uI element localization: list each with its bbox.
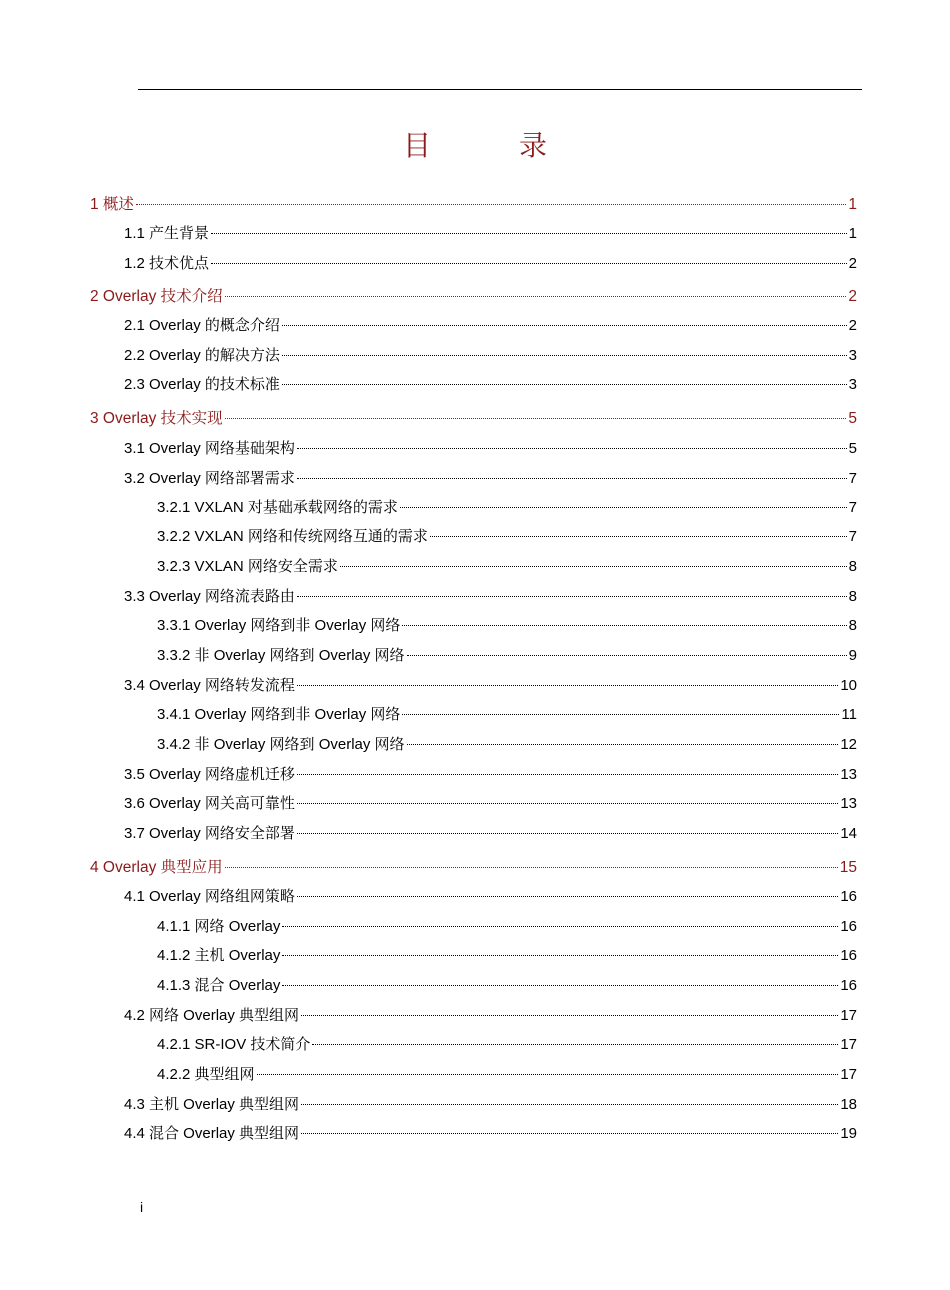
toc-entry-page-number: 16 [840,947,857,964]
toc-entry-level-1[interactable] [90,195,857,215]
toc-dot-leader [282,985,838,986]
toc-entry-label: 4.2.1 SR-IOV 技术简介 [157,1036,311,1053]
toc-dot-leader [402,625,846,626]
toc-entry-label: 3 Overlay 技术实现 [90,410,223,427]
toc-dot-leader [282,955,838,956]
toc-dot-leader [402,714,839,715]
toc-entry-label: 1.2 技术优点 [124,255,210,272]
toc-entry-page-number: 8 [848,588,857,605]
toc-entry-level-1[interactable] [90,287,857,307]
toc-entry-level-2[interactable] [124,469,857,489]
toc-entry-page-number: 9 [848,647,857,664]
toc-entry-level-2[interactable] [124,224,857,244]
toc-entry-page-number: 14 [840,825,857,842]
toc-dot-leader [257,1074,839,1075]
toc-entry-level-3[interactable] [157,527,857,547]
toc-entry-level-3[interactable] [157,557,857,577]
toc-entry-level-3[interactable] [157,1065,857,1085]
toc-entry-page-number: 11 [841,706,857,723]
toc-entry-page-number: 15 [839,859,857,876]
toc-entry-level-3[interactable] [157,705,857,725]
toc-entry-page-number: 3 [848,376,857,393]
toc-dot-leader [297,448,847,449]
toc-entry-label: 4.2 网络 Overlay 典型组网 [124,1007,300,1024]
toc-entry-page-number: 7 [848,499,857,516]
toc-entry-level-2[interactable] [124,316,857,336]
toc-dot-leader [211,233,847,234]
toc-dot-leader [282,384,847,385]
toc-entry-page-number: 7 [848,528,857,545]
toc-entry-level-2[interactable] [124,1006,857,1026]
toc-entry-level-2[interactable] [124,439,857,459]
toc-entry-level-3[interactable] [157,1035,857,1055]
toc-entry-level-1[interactable] [90,409,857,429]
toc-entry-label: 3.1 Overlay 网络基础架构 [124,440,295,457]
toc-dot-leader [407,744,839,745]
toc-entry-level-3[interactable] [157,917,857,937]
toc-dot-leader [211,263,847,264]
toc-dot-leader [225,867,838,868]
toc-entry-label: 2 Overlay 技术介绍 [90,288,223,305]
toc-entry-label: 3.2.2 VXLAN 网络和传统网络互通的需求 [157,528,428,545]
toc-dot-leader [282,325,847,326]
toc-dot-leader [297,774,838,775]
toc-dot-leader [297,685,838,686]
toc-entry-page-number: 18 [840,1096,857,1113]
toc-entry-level-3[interactable] [157,976,857,996]
toc-entry-label: 3.2 Overlay 网络部署需求 [124,470,295,487]
toc-entry-label: 3.4.2 非 Overlay 网络到 Overlay 网络 [157,736,405,753]
toc-entry-page-number: 1 [848,196,857,213]
header-rule [138,89,862,90]
toc-entry-label: 3.3.2 非 Overlay 网络到 Overlay 网络 [157,647,405,664]
toc-entry-label: 4.1.3 混合 Overlay [157,977,281,994]
toc-entry-page-number: 13 [840,766,857,783]
toc-dot-leader [407,655,847,656]
footer-page-number: i [140,1199,144,1215]
toc-entry-label: 2.3 Overlay 的技术标准 [124,376,280,393]
toc-entry-level-2[interactable] [124,1095,857,1115]
toc-entry-level-2[interactable] [124,794,857,814]
toc-entry-label: 4.3 主机 Overlay 典型组网 [124,1096,300,1113]
toc-entry-level-2[interactable] [124,887,857,907]
toc-entry-level-2[interactable] [124,1124,857,1144]
toc-dot-leader [297,833,838,834]
toc-entry-level-2[interactable] [124,375,857,395]
toc-entry-page-number: 2 [848,255,857,272]
toc-dot-leader [301,1104,838,1105]
toc-entry-label: 4.4 混合 Overlay 典型组网 [124,1125,300,1142]
toc-dot-leader [301,1015,838,1016]
toc-entry-page-number: 7 [848,470,857,487]
toc-entry-page-number: 17 [840,1066,857,1083]
toc-entry-label: 4 Overlay 典型应用 [90,859,223,876]
toc-dot-leader [136,204,846,205]
toc-entry-page-number: 2 [848,317,857,334]
toc-entry-label: 3.7 Overlay 网络安全部署 [124,825,295,842]
toc-dot-leader [400,507,847,508]
toc-entry-page-number: 19 [840,1125,857,1142]
toc-entry-page-number: 13 [840,795,857,812]
toc-entry-label: 3.4 Overlay 网络转发流程 [124,677,295,694]
toc-dot-leader [301,1133,838,1134]
toc-entry-page-number: 5 [848,410,857,427]
toc-entry-level-2[interactable] [124,676,857,696]
toc-entry-label: 2.2 Overlay 的解决方法 [124,347,280,364]
toc-entry-label: 4.1.2 主机 Overlay [157,947,281,964]
toc-entry-level-3[interactable] [157,735,857,755]
toc-entry-label: 3.4.1 Overlay 网络到非 Overlay 网络 [157,706,401,723]
toc-entry-label: 4.1.1 网络 Overlay [157,918,281,935]
toc-entry-level-3[interactable] [157,498,857,518]
toc-dot-leader [297,596,847,597]
toc-dot-leader [225,418,847,419]
toc-entry-page-number: 16 [840,977,857,994]
toc-entry-label: 3.2.1 VXLAN 对基础承载网络的需求 [157,499,398,516]
toc-entry-label: 1 概述 [90,196,134,213]
toc-entry-level-3[interactable] [157,946,857,966]
toc-entry-level-1[interactable] [90,858,857,878]
toc-entry-page-number: 3 [848,347,857,364]
toc-dot-leader [297,803,838,804]
toc-entry-page-number: 17 [840,1007,857,1024]
toc-entry-page-number: 16 [840,888,857,905]
toc-entry-page-number: 17 [840,1036,857,1053]
toc-entry-page-number: 2 [848,288,857,305]
toc-entry-label: 4.2.2 典型组网 [157,1066,255,1083]
toc-dot-leader [297,896,838,897]
toc-dot-leader [430,536,847,537]
toc-entry-level-2[interactable] [124,765,857,785]
toc-entry-level-3[interactable] [157,616,857,636]
toc-entry-label: 3.6 Overlay 网关高可靠性 [124,795,295,812]
toc-dot-leader [297,478,847,479]
toc-entry-label: 1.1 产生背景 [124,225,210,242]
toc-entry-page-number: 1 [848,225,857,242]
toc-entry-page-number: 10 [840,677,857,694]
toc-entry-label: 3.2.3 VXLAN 网络安全需求 [157,558,338,575]
toc-entry-level-2[interactable] [124,346,857,366]
toc-entry-page-number: 8 [848,617,857,634]
toc-entry-label: 3.3.1 Overlay 网络到非 Overlay 网络 [157,617,401,634]
toc-dot-leader [340,566,847,567]
toc-entry-page-number: 8 [848,558,857,575]
toc-entry-label: 3.5 Overlay 网络虚机迁移 [124,766,295,783]
toc-entry-label: 2.1 Overlay 的概念介绍 [124,317,280,334]
toc-dot-leader [282,926,838,927]
toc-entry-label: 3.3 Overlay 网络流表路由 [124,588,295,605]
toc-entry-page-number: 16 [840,918,857,935]
toc-dot-leader [312,1044,838,1045]
toc-entry-label: 4.1 Overlay 网络组网策略 [124,888,295,905]
toc-entry-page-number: 12 [840,736,857,753]
toc-entry-level-2[interactable] [124,824,857,844]
toc-entry-level-2[interactable] [124,254,857,274]
toc-entry-level-3[interactable] [157,646,857,666]
toc-dot-leader [225,296,847,297]
toc-entry-level-2[interactable] [124,587,857,607]
toc-entry-page-number: 5 [848,440,857,457]
toc-dot-leader [282,355,847,356]
page-title: 目 录 [402,129,577,162]
